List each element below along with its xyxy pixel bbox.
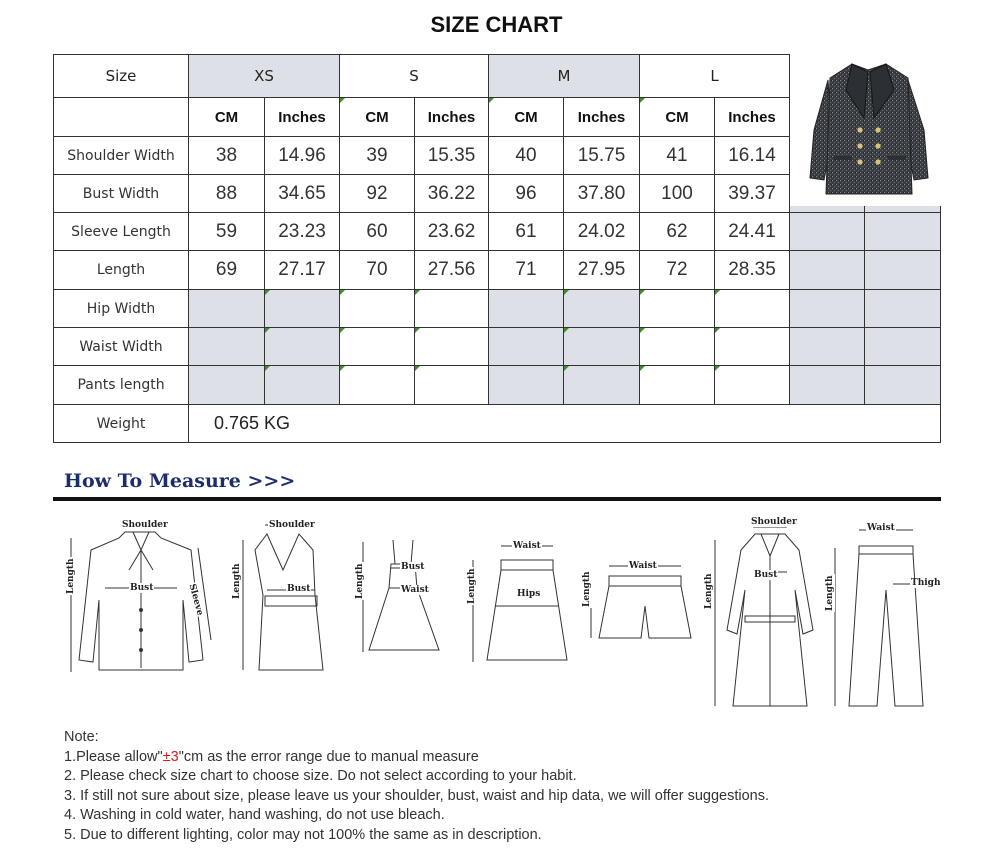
row-label-sleeve-length: Sleeve Length: [53, 213, 189, 251]
unit-header-xs-inches: Inches: [265, 98, 340, 137]
value-cell: [715, 328, 790, 366]
value-cell: [564, 290, 640, 328]
value-cell: 92: [340, 175, 415, 213]
measure-label-shoulder: Shoulder: [269, 520, 315, 530]
value-cell: 41: [640, 137, 715, 175]
unit-header-s-cm: CM: [340, 98, 415, 137]
trousers-diagram: [835, 530, 923, 706]
value-cell: [715, 366, 790, 405]
extra-gray-cell: [865, 251, 941, 290]
measure-label-sleeve: Sleeve: [186, 582, 205, 617]
row-label-pants-length: Pants length: [53, 366, 189, 405]
section-divider: [53, 497, 941, 501]
weight-value: 0.765 KG: [189, 405, 941, 443]
value-cell: 71: [489, 251, 564, 290]
value-cell: 36.22: [415, 175, 489, 213]
extra-gray-cell: [790, 328, 865, 366]
value-cell: 24.02: [564, 213, 640, 251]
size-header-label: Size: [53, 54, 189, 98]
measure-label-waist: Waist: [867, 523, 895, 533]
value-cell: [564, 366, 640, 405]
value-cell: 14.96: [265, 137, 340, 175]
extra-gray-cell: [790, 206, 865, 213]
note-line-5: 5. Due to different lighting, color may not 100% the same as in description.: [64, 826, 542, 843]
value-cell: [340, 328, 415, 366]
unit-header-xs-cm: CM: [189, 98, 265, 137]
notes-heading: Note:: [64, 729, 99, 745]
extra-gray-cell: [865, 206, 941, 213]
unit-header-l-cm: CM: [640, 98, 715, 137]
value-cell: 59: [189, 213, 265, 251]
unit-header-m-cm: CM: [489, 98, 564, 137]
how-to-measure-title: How To Measure >>>: [64, 470, 296, 492]
row-label-hip-width: Hip Width: [53, 290, 189, 328]
value-cell: 100: [640, 175, 715, 213]
shorts-diagram: [591, 566, 691, 638]
extra-gray-cell: [790, 290, 865, 328]
measure-label-hips: Hips: [517, 589, 541, 599]
blazer-product-image: [808, 60, 930, 200]
value-cell: [415, 328, 489, 366]
value-cell: 69: [189, 251, 265, 290]
value-cell: 72: [640, 251, 715, 290]
value-cell: 88: [189, 175, 265, 213]
measure-label-shoulder: Shoulder: [751, 517, 797, 527]
measure-label-bust: Bust: [287, 584, 311, 594]
measure-label-length: Length: [582, 571, 592, 607]
value-cell: 24.41: [715, 213, 790, 251]
value-cell: 39: [340, 137, 415, 175]
value-cell: 39.37: [715, 175, 790, 213]
value-cell: [189, 328, 265, 366]
unit-header-m-inches: Inches: [564, 98, 640, 137]
value-cell: [415, 366, 489, 405]
value-cell: 28.35: [715, 251, 790, 290]
measure-label-bust: Bust: [401, 562, 425, 572]
value-cell: 70: [340, 251, 415, 290]
value-cell: [189, 366, 265, 405]
value-cell: 38: [189, 137, 265, 175]
value-cell: 62: [640, 213, 715, 251]
skirt-diagram: [473, 546, 567, 662]
size-header-m: M: [489, 54, 640, 98]
extra-gray-cell: [790, 366, 865, 405]
value-cell: 23.62: [415, 213, 489, 251]
measure-label-waist: Waist: [513, 541, 541, 551]
row-label-shoulder-width: Shoulder Width: [53, 137, 189, 175]
notes-section: [64, 728, 769, 845]
value-cell: [640, 366, 715, 405]
row-label-bust-width: Bust Width: [53, 175, 189, 213]
size-header-xs: XS: [189, 54, 340, 98]
value-cell: 15.75: [564, 137, 640, 175]
value-cell: [189, 290, 265, 328]
measure-label-bust: Bust: [130, 583, 154, 593]
value-cell: 15.35: [415, 137, 489, 175]
extra-gray-cell: [865, 366, 941, 405]
measure-label-shoulder: Shoulder: [122, 520, 168, 530]
size-header-l: L: [640, 54, 790, 98]
measure-label-bust: Bust: [754, 570, 778, 580]
extra-gray-cell: [790, 213, 865, 251]
row-label-waist-width: Waist Width: [53, 328, 189, 366]
extra-gray-cell: [865, 213, 941, 251]
value-cell: 37.80: [564, 175, 640, 213]
unit-row-label: [53, 98, 189, 137]
value-cell: [340, 290, 415, 328]
note-line-4: 4. Washing in cold water, hand washing, do not use bleach.: [64, 807, 445, 823]
how-to-measure-illustrations: [53, 510, 943, 720]
unit-header-l-inches: Inches: [715, 98, 790, 137]
measure-label-length: Length: [825, 575, 835, 611]
value-cell: 61: [489, 213, 564, 251]
row-label-weight: Weight: [53, 405, 189, 443]
tank-top-diagram: [243, 525, 323, 670]
note-line-1: 1.Please allow"±3"cm as the error range due to manual measure: [64, 748, 479, 765]
measure-label-length: Length: [704, 573, 714, 609]
measure-label-length: Length: [467, 568, 477, 604]
note-line-3: 3. If still not sure about size, please leave us your shoulder, bust, waist and hip data, we will offer suggestions.: [64, 787, 769, 804]
measure-label-thigh: Thigh: [911, 578, 941, 588]
value-cell: 40: [489, 137, 564, 175]
unit-header-s-inches: Inches: [415, 98, 489, 137]
measure-label-waist: Waist: [629, 561, 657, 571]
value-cell: [640, 328, 715, 366]
value-cell: 60: [340, 213, 415, 251]
extra-gray-cell: [790, 251, 865, 290]
measure-label-length: Length: [66, 558, 76, 594]
value-cell: 27.56: [415, 251, 489, 290]
value-cell: 23.23: [265, 213, 340, 251]
value-cell: [489, 290, 564, 328]
extra-gray-cell: [865, 328, 941, 366]
row-label-length: Length: [53, 251, 189, 290]
value-cell: [340, 366, 415, 405]
extra-gray-cell: [865, 290, 941, 328]
value-cell: [265, 328, 340, 366]
measure-label-length: Length: [232, 563, 242, 599]
value-cell: [640, 290, 715, 328]
value-cell: [715, 290, 790, 328]
value-cell: 96: [489, 175, 564, 213]
dress-diagram: [363, 540, 439, 652]
value-cell: [489, 328, 564, 366]
value-cell: 16.14: [715, 137, 790, 175]
value-cell: 27.95: [564, 251, 640, 290]
value-cell: [265, 366, 340, 405]
size-header-s: S: [340, 54, 489, 98]
page-title: SIZE CHART: [430, 12, 563, 37]
value-cell: [265, 290, 340, 328]
trench-coat-diagram: [715, 527, 813, 706]
value-cell: [415, 290, 489, 328]
value-cell: [489, 366, 564, 405]
value-cell: [564, 328, 640, 366]
value-cell: 27.17: [265, 251, 340, 290]
measure-label-length: Length: [355, 563, 365, 599]
value-cell: 34.65: [265, 175, 340, 213]
measure-label-waist: Waist: [401, 585, 429, 595]
note-line-2: 2. Please check size chart to choose size. Do not select according to your habit.: [64, 768, 577, 784]
